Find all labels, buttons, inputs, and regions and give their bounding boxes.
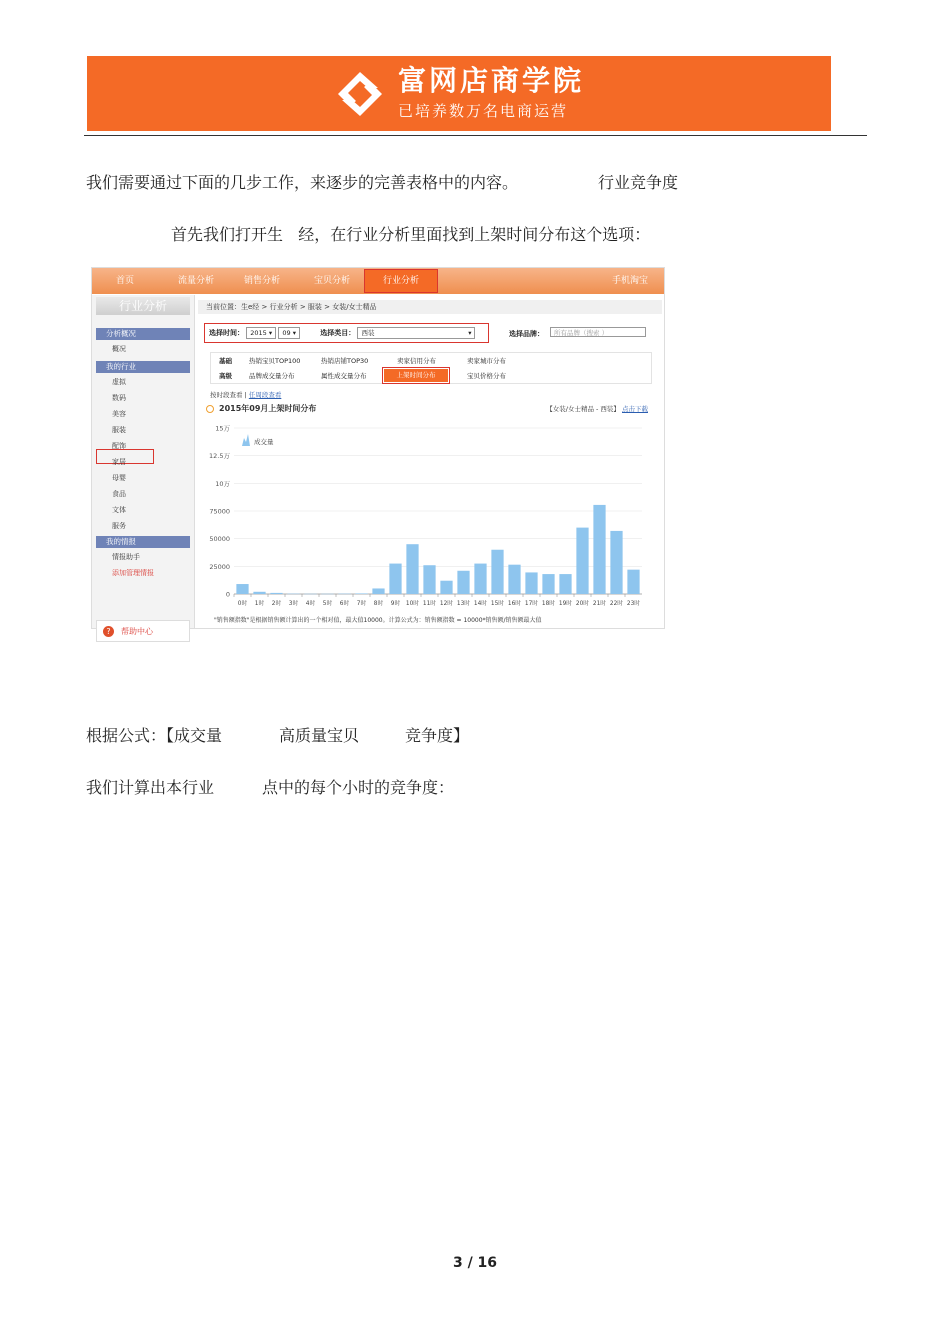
x-tick-label: 13时 (456, 601, 471, 607)
nav-tab[interactable]: 宝贝分析 (314, 276, 351, 286)
nav-tab-mobile[interactable]: 手机淘宝 (612, 276, 649, 286)
sidebar (92, 295, 195, 636)
sidebar-section: 分析概况 (96, 328, 190, 340)
x-tick-label: 7时 (356, 601, 367, 607)
paragraph-1b: 行业竞争度 (598, 173, 679, 192)
paragraph-1a: 我们需要通过下面的几步工作，来逐步的完善表格中的内容。 (86, 173, 519, 192)
sidebar-item[interactable]: 服务 (112, 522, 126, 530)
year-select[interactable]: 2015 ▾ (246, 327, 276, 339)
banner-title: 富网店商学院 (397, 63, 584, 97)
paragraph-3a: 根据公式：【成交量 (86, 726, 223, 745)
month-value: 09 (282, 329, 291, 337)
bar (593, 505, 605, 594)
nav-tab-active[interactable]: 行业分析 (364, 269, 438, 293)
breadcrumb: 当前位置：生e经 > 行业分析 > 服装 > 女装/女士精品 (198, 300, 662, 314)
bar (627, 570, 639, 594)
category-label: 选择类目： (320, 329, 356, 337)
sidebar-title: 行业分析 (96, 297, 190, 315)
bar (389, 564, 401, 594)
sidebar-item[interactable]: 配饰 (112, 442, 126, 450)
sidebar-item[interactable]: 母婴 (112, 474, 126, 482)
paragraph-3c: 竞争度】 (405, 726, 470, 745)
sidebar-section: 我的情报 (96, 536, 190, 548)
time-label: 选择时间： (209, 329, 244, 337)
logo-icon (334, 68, 386, 120)
x-tick-label: 23时 (626, 601, 641, 607)
view-mode-link[interactable]: 任周段查看 (248, 391, 282, 399)
x-tick-label: 16时 (507, 601, 522, 607)
bar (253, 592, 265, 594)
x-tick-label: 3时 (288, 601, 299, 607)
x-tick-label: 9时 (390, 601, 401, 607)
y-tick-label: 10万 (215, 479, 230, 488)
tab-adv-active[interactable]: 上架时间分布 (384, 369, 448, 382)
y-tick-label: 25000 (209, 562, 230, 571)
paragraph-3b: 高质量宝贝 (279, 726, 360, 745)
sidebar-item[interactable]: 美容 (112, 410, 126, 418)
bar (372, 588, 384, 594)
chart-title-row (206, 403, 316, 414)
banner-subtitle: 已培养数万名电商运营 (397, 101, 568, 120)
chart-note: "销售额指数"是根据销售额计算出的一个相对值，最大值10000。计算公式为：销售额指数 = 10000*销售额/销售额最大值 (214, 617, 542, 624)
sidebar-item[interactable]: 情报助手 (112, 553, 140, 561)
x-tick-label: 19时 (558, 601, 573, 607)
bar (474, 564, 486, 594)
nav-tab[interactable]: 首页 (116, 276, 135, 286)
tab-adv[interactable]: 属性成交量分布 (321, 372, 367, 380)
x-tick-label: 17时 (524, 601, 539, 607)
help-icon: ? (103, 626, 114, 637)
brand-select[interactable] (550, 327, 646, 337)
bar (406, 544, 418, 594)
embedded-screenshot (91, 267, 665, 636)
tab-row-adv-label: 高级 (219, 372, 232, 380)
x-tick-label: 11时 (422, 601, 437, 607)
year-value: 2015 (250, 329, 267, 337)
header-banner (87, 56, 831, 131)
sidebar-section: 我的行业 (96, 361, 190, 373)
x-tick-label: 8时 (373, 601, 384, 607)
download-link[interactable]: 点击下载 (622, 405, 648, 413)
header-rule (84, 135, 867, 136)
y-tick-label: 50000 (209, 535, 230, 544)
x-tick-label: 1时 (254, 601, 265, 607)
x-tick-label: 22时 (609, 601, 624, 607)
sidebar-item[interactable]: 食品 (112, 490, 126, 498)
tab-basic[interactable]: 卖家信用分布 (397, 357, 436, 365)
brand-value: 所有品牌（搜索 ） (554, 329, 609, 337)
month-select[interactable]: 09 ▾ (278, 327, 300, 339)
tab-basic[interactable]: 热销宝贝TOP100 (249, 357, 301, 365)
bar (355, 593, 367, 594)
filter-box (204, 323, 489, 343)
y-tick-label: 75000 (209, 507, 230, 516)
bar (236, 584, 248, 594)
chart-category (546, 404, 648, 413)
bar (610, 531, 622, 594)
bar (270, 593, 282, 594)
legend-swatch (242, 434, 250, 446)
sidebar-item-add[interactable]: 添加管理情报 (112, 569, 154, 577)
x-tick-label: 21时 (592, 601, 607, 607)
sidebar-item[interactable]: 数码 (112, 394, 126, 402)
brand-label: 选择品牌： (509, 330, 544, 338)
bar (491, 550, 503, 594)
nav-bar (92, 268, 664, 294)
x-tick-label: 0时 (237, 601, 248, 607)
x-tick-label: 18时 (541, 601, 556, 607)
sidebar-item-clothing[interactable]: 服装 (112, 426, 126, 434)
tab-panel (210, 352, 652, 384)
paragraph-2: 首先我们打开生 经，在行业分析里面找到上架时间分布这个选项： (171, 225, 651, 244)
bar (542, 574, 554, 594)
x-tick-label: 20时 (575, 601, 590, 607)
view-mode: 按时段查看 | 任周段查看 (210, 391, 282, 399)
bar (559, 574, 571, 594)
help-center[interactable] (96, 620, 190, 642)
bar-chart (202, 416, 652, 616)
x-tick-label: 15时 (490, 601, 505, 607)
view-mode-text: 按时段查看 (210, 391, 243, 399)
sidebar-item[interactable]: 文体 (112, 506, 126, 514)
y-tick-label: 12.5万 (209, 452, 230, 461)
nav-tab[interactable]: 流量分析 (178, 276, 215, 286)
x-tick-label: 10时 (405, 601, 420, 607)
chart-category-text: 【女装/女士精品 - 西装】 (546, 405, 620, 413)
tab-row-basic-label: 基础 (219, 357, 232, 365)
paragraph-4a: 我们计算出本行业 (86, 778, 215, 797)
y-tick-label: 0 (225, 590, 230, 599)
bar (508, 565, 520, 594)
bar (457, 571, 469, 594)
x-tick-label: 6时 (339, 601, 350, 607)
x-tick-label: 2时 (271, 601, 282, 607)
y-tick-label: 15万 (215, 424, 230, 433)
legend-label: 成交量 (254, 438, 274, 446)
help-label: 帮助中心 (121, 627, 153, 636)
bar (576, 528, 588, 594)
x-tick-label: 4时 (305, 601, 316, 607)
chart-title: 2015年09月上架时间分布 (219, 404, 317, 413)
tab-adv[interactable]: 品牌成交量分布 (249, 372, 295, 380)
x-tick-label: 12时 (439, 601, 454, 607)
x-tick-label: 5时 (322, 601, 333, 607)
page-number: 3 / 16 (452, 1255, 498, 1271)
tab-adv[interactable]: 宝贝价格分布 (467, 372, 506, 380)
tab-basic[interactable]: 卖家城市分布 (467, 357, 506, 365)
title-dot-icon (206, 405, 214, 413)
nav-tab[interactable]: 销售分析 (244, 276, 281, 286)
bar (525, 572, 537, 594)
category-select[interactable]: 西装 ▾ (357, 327, 475, 339)
bar (440, 581, 452, 594)
category-value: 西装 (361, 329, 375, 337)
sidebar-item[interactable]: 家居 (112, 458, 126, 466)
sidebar-item[interactable]: 虚拟 (112, 378, 126, 386)
tab-basic[interactable]: 热销店铺TOP30 (321, 357, 369, 365)
x-tick-label: 14时 (473, 601, 488, 607)
bar (423, 565, 435, 594)
paragraph-4b: 点中的每个小时的竞争度： (262, 778, 455, 797)
sidebar-item[interactable]: 概况 (112, 345, 126, 353)
